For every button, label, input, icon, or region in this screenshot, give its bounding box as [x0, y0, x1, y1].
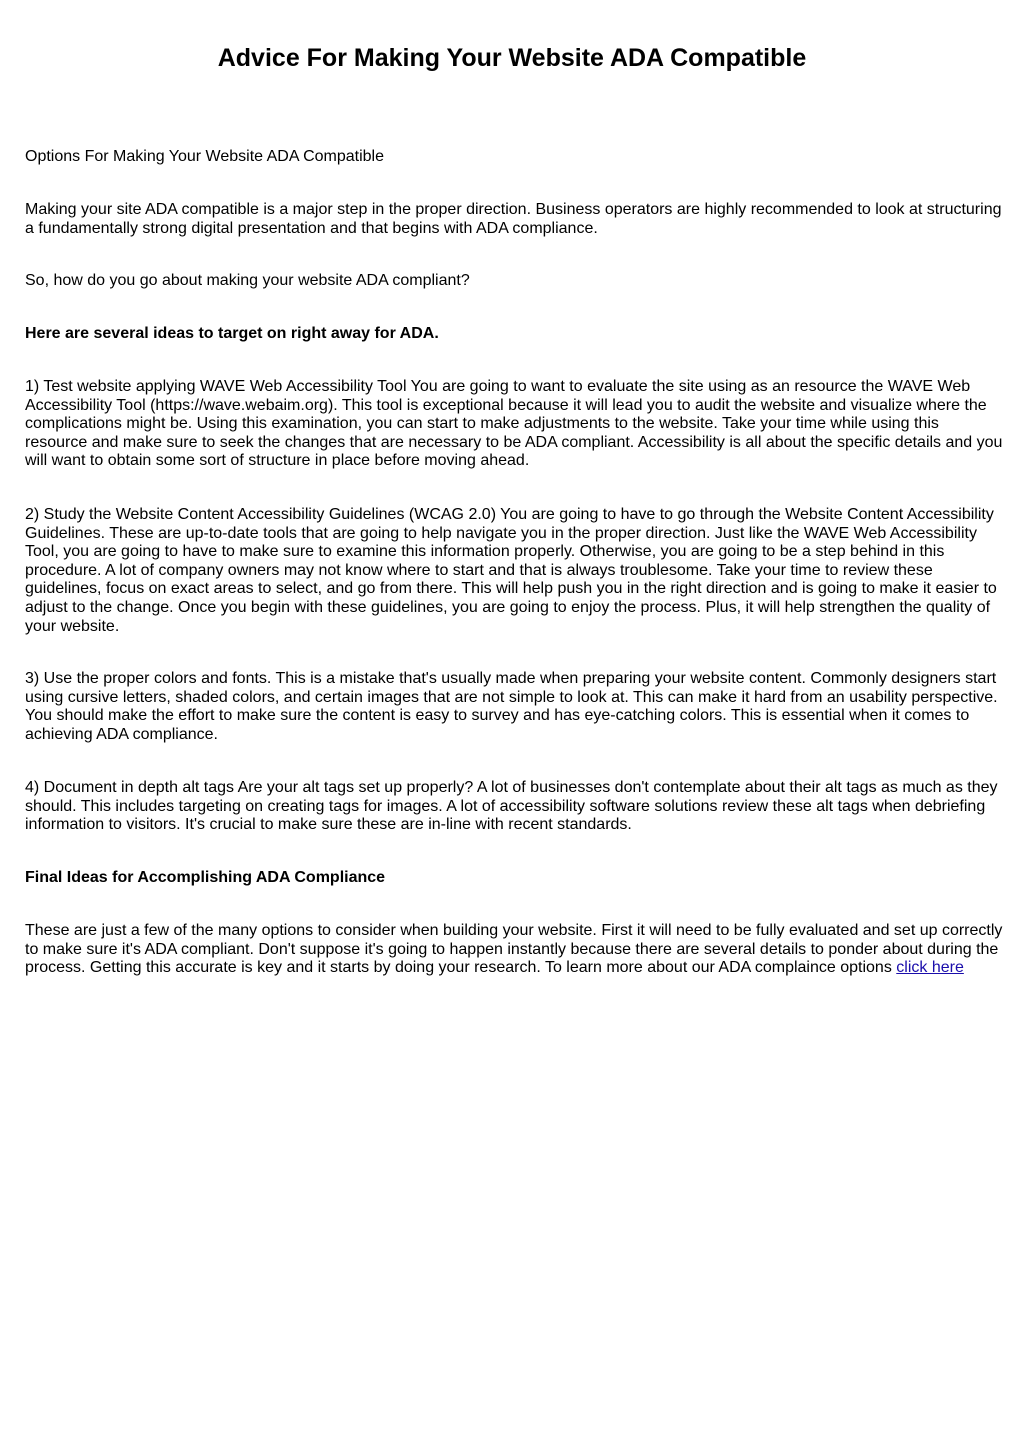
page-title: Advice For Making Your Website ADA Compatible [217, 44, 807, 72]
final-ideas-heading: Final Ideas for Accomplishing ADA Compliance [25, 869, 386, 886]
subtitle-paragraph: Options For Making Your Website ADA Compatible [25, 148, 384, 165]
list-item: 3) Use the proper colors and fonts. This is a mistake that's usually made when preparing your website content. Commonly designers start using cursive letters, shaded colors, and certain images that are not simple to look at. This can make it hard from an usability perspective. You should make the effort to make sure the content is easy to survey and has eye-catching colors. This is essential when it comes to achieving ADA compliance. [25, 670, 998, 743]
question-paragraph: So, how do you go about making your website ADA compliant? [25, 272, 470, 289]
final-paragraph [25, 922, 1005, 978]
list-item: 4) Document in depth alt tags Are your alt tags set up properly? A lot of businesses don't contemplate about their alt tags as much as they should. This includes targeting on creating tags for images. A lot of accessibility software solutions review these alt tags when debriefing information to visitors. It's crucial to make sure these are in-line with recent standards. [25, 779, 998, 834]
final-paragraph-text: These are just a few of the many options to consider when building your website. First it will need to be fully evaluated and set up correctly to make sure it's ADA compliant. Don't suppose it's going to happen instantly because there are several details to ponder about during the process. Getting this accurate is key and it starts by doing your research. To learn more about our ADA complaince options [25, 922, 1003, 977]
list-item: 1) Test website applying WAVE Web Accessibility Tool You are going to want to evaluate the site using as an resource the WAVE Web Accessibility Tool (https://wave.webaim.org). This tool is exceptional because it will lead you to audit the website and visualize where the complications might be. Using this examination, you can start to make adjustments to the website. Take your time while using this resource and make sure to seek the changes that are necessary to be ADA compliant. Accessibility is all about the specific details and you will want to obtain some sort of structure in place before moving ahead. [25, 378, 1003, 470]
ideas-heading: Here are several ideas to target on right away for ADA. [25, 325, 439, 342]
intro-paragraph: Making your site ADA compatible is a major step in the proper direction. Business operators are highly recommended to look at structuring a fundamentally strong digital presentation and that begins with ADA compliance. [25, 201, 1002, 237]
click-here-link[interactable]: click here [896, 959, 964, 977]
list-item: 2) Study the Website Content Accessibility Guidelines (WCAG 2.0) You are going to have to go through the Website Content Accessibility Guidelines. These are up-to-date tools that are going to help navigate you in the proper direction. Just like the WAVE Web Accessibility Tool, you are going to have to make sure to examine this information properly. Otherwise, you are going to be a step behind in this procedure. A lot of company owners may not know where to start and that is always troublesome. Take your time to review these guidelines, focus on exact areas to select, and go from there. This will help push you in the right direction and is going to make it easier to adjust to the change. Once you begin with these guidelines, you are going to enjoy the process. Plus, it will help strengthen the quality of your website. [25, 506, 997, 635]
